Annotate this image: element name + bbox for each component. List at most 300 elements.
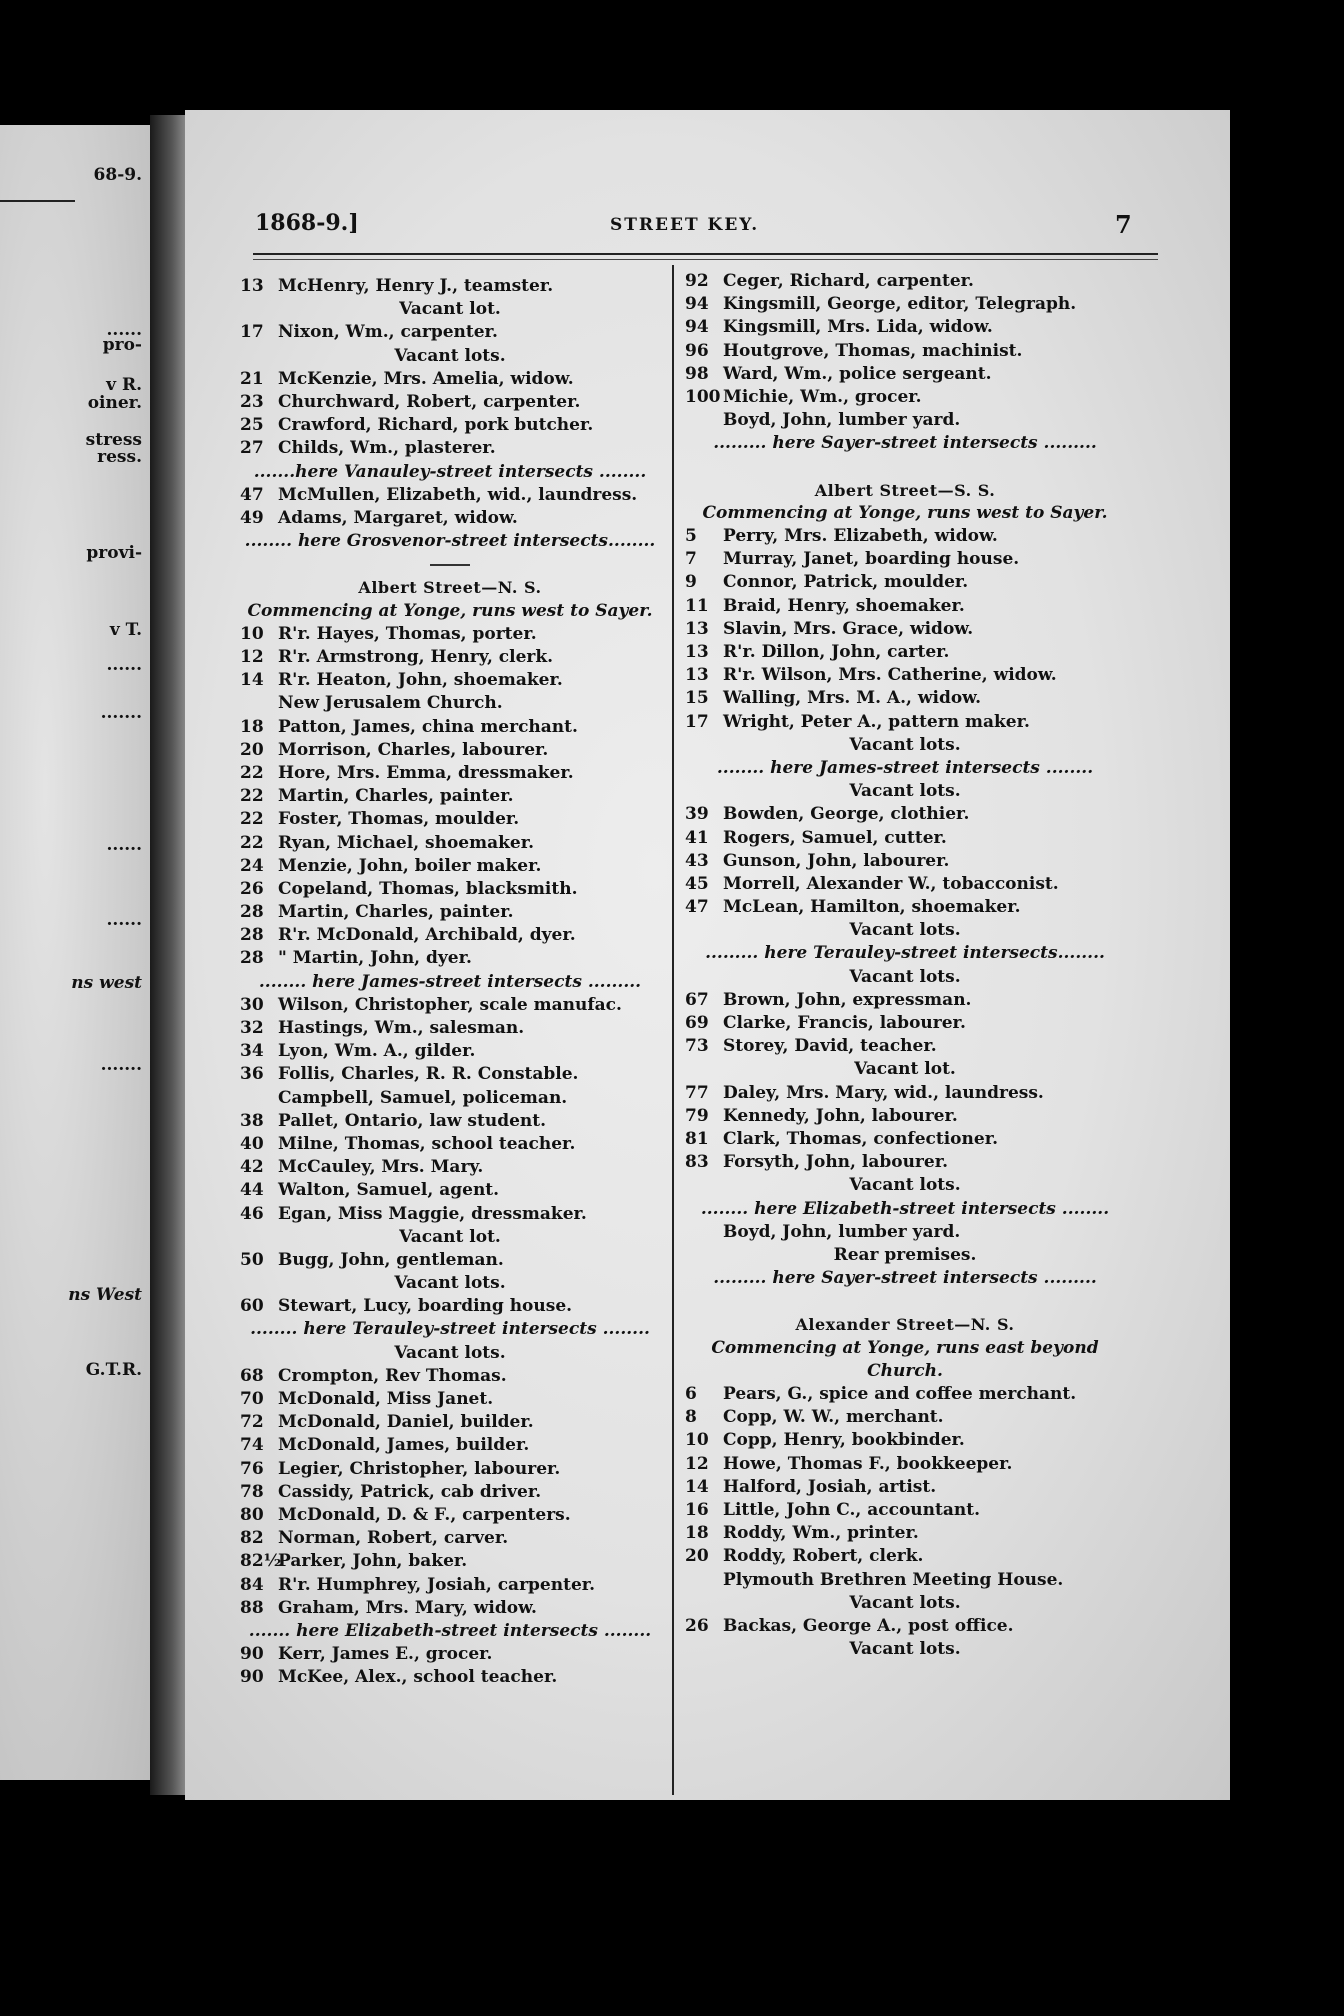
intersection-note: Commencing at Yonge, runs east beyond [711, 1337, 1099, 1358]
directory-entry [685, 664, 1125, 687]
directory-entry [240, 414, 660, 437]
directory-entry [685, 595, 1125, 618]
adjacent-page-text: ....... [100, 703, 142, 723]
resident-name: Crawford, Richard, pork butcher. [278, 415, 594, 436]
house-number: 32 [240, 1018, 264, 1038]
house-number: 16 [685, 1499, 709, 1520]
resident-name: McDonald, James, builder. [278, 1435, 530, 1456]
house-number: 36 [240, 1064, 264, 1085]
house-number: 50 [240, 1249, 264, 1270]
house-number: 28 [240, 902, 264, 923]
directory-entry [685, 363, 1125, 386]
directory-entry [240, 484, 660, 507]
book-binding [150, 115, 190, 1795]
directory-entry [685, 1615, 1125, 1638]
adjacent-page-text: ...... [106, 655, 142, 675]
directory-entry [240, 716, 660, 739]
vacant-note: Vacant lots. [849, 1175, 961, 1196]
house-number: 22 [240, 786, 264, 807]
resident-name: Martin, Charles, painter. [278, 902, 514, 923]
house-number: 14 [240, 670, 264, 691]
adjacent-page-text: 68-9. [93, 165, 142, 185]
resident-name: Patton, James, china merchant. [278, 716, 578, 737]
house-number: 18 [240, 716, 264, 737]
directory-entry [240, 762, 660, 785]
intersection-note: ........ here Elizabeth-street intersects ........ [700, 1198, 1110, 1219]
adjacent-page-text: ....... [100, 1055, 142, 1075]
vacant-note: Vacant lots. [849, 734, 961, 755]
resident-name: Michie, Wm., grocer. [723, 386, 922, 407]
house-number: 13 [685, 618, 709, 639]
house-number: 82½ [240, 1551, 282, 1572]
house-number: 28 [240, 948, 264, 969]
resident-name: Lyon, Wm. A., gilder. [278, 1041, 476, 1062]
house-number: 90 [240, 1667, 264, 1688]
house-number: 12 [240, 647, 264, 667]
directory-entry [685, 525, 1125, 548]
directory-entry [240, 368, 660, 391]
vacant-note: Vacant lots. [849, 966, 961, 987]
house-number: 22 [240, 832, 264, 853]
resident-name: Morrell, Alexander W., tobacconist. [723, 873, 1059, 894]
intersection-note: ......... here Sayer-street intersects ......... [713, 1268, 1097, 1289]
directory-entry [240, 1666, 660, 1689]
directory-entry [240, 1527, 660, 1550]
house-number: 10 [685, 1430, 709, 1451]
resident-name: Wilson, Christopher, scale manufac. [278, 994, 622, 1015]
house-number: 26 [240, 878, 264, 899]
directory-entry [240, 1550, 660, 1573]
house-number: 25 [240, 415, 264, 436]
directory-entry [685, 641, 1125, 664]
resident-name: Gunson, John, labourer. [723, 850, 950, 871]
directory-entry [685, 293, 1125, 316]
house-number: 96 [685, 340, 709, 361]
house-number: 28 [240, 925, 264, 946]
resident-name: McDonald, Daniel, builder. [278, 1412, 534, 1433]
resident-name: Slavin, Mrs. Grace, widow. [723, 618, 974, 639]
intersection-note: ........ here James-street intersects ........ [716, 757, 1094, 778]
resident-name: Childs, Wm., plasterer. [278, 438, 496, 459]
resident-name: Adams, Margaret, widow. [278, 507, 518, 528]
house-number: 12 [685, 1453, 709, 1474]
house-number: 92 [685, 271, 709, 291]
directory-entry [240, 669, 660, 692]
directory-entry [685, 850, 1125, 873]
directory-entry [685, 1429, 1125, 1452]
directory-entry [685, 1476, 1125, 1499]
directory-entry [240, 1574, 660, 1597]
directory-entry [240, 507, 660, 530]
house-number: 39 [685, 804, 709, 825]
resident-name: Houtgrove, Thomas, machinist. [723, 340, 1023, 361]
house-number: 38 [240, 1110, 264, 1131]
page-year-header: 1868-9.] [255, 210, 359, 236]
resident-name: Ryan, Michael, shoemaker. [278, 832, 535, 853]
directory-entry [685, 386, 1125, 409]
directory-entry [240, 646, 660, 669]
house-number: 13 [685, 665, 709, 686]
left-column [240, 275, 660, 1689]
vacant-note: Vacant lot. [854, 1059, 956, 1080]
resident-name: Egan, Miss Maggie, dressmaker. [278, 1203, 587, 1224]
resident-name: Follis, Charles, R. R. Constable. [278, 1064, 579, 1085]
resident-name: R'r. Heaton, John, shoemaker. [278, 670, 563, 691]
directory-entry [240, 1481, 660, 1504]
resident-name: R'r. Hayes, Thomas, porter. [278, 623, 537, 644]
house-number: 9 [685, 572, 697, 593]
resident-name: Copp, W. W., merchant. [723, 1407, 944, 1428]
directory-entry: Boyd, John, lumber yard. [723, 410, 961, 431]
house-number: 94 [685, 317, 709, 338]
resident-name: Connor, Patrick, moulder. [723, 572, 969, 593]
resident-name: Daley, Mrs. Mary, wid., laundress. [723, 1082, 1044, 1103]
resident-name: Graham, Mrs. Mary, widow. [278, 1597, 537, 1618]
resident-name: Walton, Samuel, agent. [278, 1180, 500, 1201]
house-number: 83 [685, 1152, 709, 1173]
resident-name: McLean, Hamilton, shoemaker. [723, 897, 1021, 918]
adjacent-page-text: ns West [68, 1285, 142, 1305]
directory-entry [240, 1110, 660, 1133]
adjacent-page-text: ress. [97, 447, 142, 467]
adjacent-page-fragment [0, 125, 150, 1780]
directory-entry [685, 340, 1125, 363]
directory-entry [240, 1040, 660, 1063]
house-number: 77 [685, 1082, 709, 1103]
vacant-note: Vacant lots. [849, 781, 961, 802]
section-separator [240, 553, 660, 576]
resident-name: Murray, Janet, boarding house. [723, 549, 1020, 570]
directory-entry [240, 1017, 660, 1040]
directory-entry [240, 855, 660, 878]
house-number: 22 [240, 762, 264, 783]
house-number: 44 [240, 1180, 264, 1201]
house-number: 88 [240, 1597, 264, 1618]
house-number: 67 [685, 989, 709, 1010]
directory-entry [240, 878, 660, 901]
directory-entry [685, 1082, 1125, 1105]
house-number: 81 [685, 1128, 709, 1149]
vacant-note: Vacant lots. [394, 1342, 506, 1363]
directory-entry: New Jerusalem Church. [278, 693, 503, 714]
adjacent-page-text: v T. [109, 620, 142, 640]
directory-entry: Campbell, Samuel, policeman. [278, 1087, 568, 1108]
resident-name: Bugg, John, gentleman. [278, 1249, 504, 1270]
vacant-note: Vacant lots. [394, 1273, 506, 1294]
resident-name: McDonald, D. & F., carpenters. [278, 1504, 571, 1525]
resident-name: R'r. Wilson, Mrs. Catherine, widow. [723, 665, 1057, 686]
resident-name: Crompton, Rev Thomas. [278, 1365, 507, 1386]
vacant-note: Vacant lot. [399, 299, 501, 320]
house-number: 72 [240, 1412, 264, 1433]
directory-entry [685, 1151, 1125, 1174]
house-number: 79 [685, 1105, 709, 1126]
directory-entry [685, 1383, 1125, 1406]
resident-name: Roddy, Robert, clerk. [723, 1546, 924, 1567]
directory-entry [685, 803, 1125, 826]
directory-entry [685, 687, 1125, 710]
resident-name: Walling, Mrs. M. A., widow. [723, 688, 982, 709]
spacer [685, 1290, 1125, 1313]
resident-name: Kerr, James E., grocer. [278, 1644, 493, 1665]
house-number: 7 [685, 549, 697, 570]
resident-name: " Martin, John, dyer. [278, 948, 472, 969]
resident-name: Hore, Mrs. Emma, dressmaker. [278, 762, 574, 783]
house-number: 26 [685, 1615, 709, 1636]
resident-name: Ward, Wm., police sergeant. [723, 363, 992, 384]
directory-entry [240, 1249, 660, 1272]
house-number: 17 [685, 711, 709, 732]
house-number: 84 [240, 1574, 264, 1595]
resident-name: Morrison, Charles, labourer. [278, 739, 549, 760]
house-number: 90 [240, 1644, 264, 1665]
directory-entry [240, 1458, 660, 1481]
directory-entry [685, 711, 1125, 734]
directory-entry [240, 808, 660, 831]
vacant-note: Rear premises. [833, 1244, 977, 1265]
adjacent-page-text: G.T.R. [85, 1360, 142, 1380]
resident-name: Nixon, Wm., carpenter. [278, 322, 498, 343]
directory-entry [240, 1504, 660, 1527]
directory-entry [240, 1365, 660, 1388]
directory-entry [685, 989, 1125, 1012]
intersection-note: ........ here James-street intersects ......... [258, 971, 642, 992]
resident-name: Little, John C., accountant. [723, 1499, 981, 1520]
resident-name: Parker, John, baker. [278, 1551, 468, 1572]
intersection-note: Commencing at Yonge, runs west to Sayer. [702, 502, 1108, 523]
intersection-note: ........ here Grosvenor-street intersects........ [244, 531, 656, 552]
resident-name: Kennedy, John, labourer. [723, 1105, 958, 1126]
street-heading: Albert Street—N. S. [358, 578, 542, 598]
directory-entry [240, 947, 660, 970]
resident-name: McCauley, Mrs. Mary. [278, 1157, 484, 1178]
house-number: 23 [240, 391, 264, 412]
vacant-note: Vacant lots. [849, 920, 961, 941]
resident-name: R'r. McDonald, Archibald, dyer. [278, 925, 576, 946]
resident-name: Roddy, Wm., printer. [723, 1523, 919, 1544]
directory-entry [240, 832, 660, 855]
directory-entry [685, 548, 1125, 571]
house-number: 11 [685, 595, 709, 616]
directory-entry [685, 1035, 1125, 1058]
house-number: 46 [240, 1203, 264, 1224]
directory-entry [685, 1522, 1125, 1545]
house-number: 98 [685, 363, 709, 384]
directory-entry [240, 1434, 660, 1457]
house-number: 6 [685, 1384, 697, 1404]
resident-name: Brown, John, expressman. [723, 989, 972, 1010]
house-number: 17 [240, 322, 264, 343]
resident-name: Cassidy, Patrick, cab driver. [278, 1481, 542, 1502]
directory-entry [240, 1597, 660, 1620]
resident-name: Wright, Peter A., pattern maker. [723, 711, 1030, 732]
house-number: 80 [240, 1504, 264, 1525]
house-number: 20 [685, 1546, 709, 1567]
resident-name: R'r. Dillon, John, carter. [723, 642, 950, 662]
vacant-note: Vacant lots. [849, 1639, 961, 1660]
house-number: 68 [240, 1365, 264, 1386]
house-number: 18 [685, 1523, 709, 1544]
resident-name: Perry, Mrs. Elizabeth, widow. [723, 526, 998, 547]
house-number: 76 [240, 1458, 264, 1479]
resident-name: Rogers, Samuel, cutter. [723, 827, 947, 848]
adjacent-page-text: provi- [86, 543, 142, 563]
directory-entry [240, 1179, 660, 1202]
directory-entry [685, 1499, 1125, 1522]
directory-entry [685, 571, 1125, 594]
resident-name: R'r. Humphrey, Josiah, carpenter. [278, 1574, 596, 1595]
house-number: 45 [685, 873, 709, 894]
directory-entry [240, 1133, 660, 1156]
house-number: 8 [685, 1407, 697, 1428]
street-heading: Albert Street—S. S. [814, 480, 996, 500]
intersection-note: ....... here Elizabeth-street intersects ........ [248, 1620, 652, 1641]
directory-entry [685, 1406, 1125, 1429]
directory-entry [240, 1388, 660, 1411]
directory-entry [685, 1105, 1125, 1128]
directory-entry: Boyd, John, lumber yard. [723, 1221, 961, 1242]
intersection-note: ......... here Terauley-street intersects........ [705, 943, 1105, 964]
directory-entry [240, 1203, 660, 1226]
house-number: 41 [685, 827, 709, 848]
resident-name: R'r. Armstrong, Henry, clerk. [278, 647, 554, 667]
resident-name: Norman, Robert, carver. [278, 1528, 509, 1549]
resident-name: Foster, Thomas, moulder. [278, 809, 520, 830]
resident-name: Backas, George A., post office. [723, 1615, 1014, 1636]
resident-name: Ceger, Richard, carpenter. [723, 271, 974, 291]
adjacent-page-text: ...... [106, 910, 142, 930]
resident-name: Menzie, John, boiler maker. [278, 855, 542, 876]
house-number: 74 [240, 1435, 264, 1456]
resident-name: Halford, Josiah, artist. [723, 1476, 937, 1497]
house-number: 10 [240, 623, 264, 644]
resident-name: Clarke, Francis, labourer. [723, 1013, 966, 1033]
house-number: 13 [685, 642, 709, 662]
directory-entry [240, 994, 660, 1017]
adjacent-page-text: ...... [106, 835, 142, 855]
directory-entry [240, 1156, 660, 1179]
directory-entry [240, 1295, 660, 1318]
resident-name: Pallet, Ontario, law student. [278, 1110, 547, 1131]
resident-name: Martin, Charles, painter. [278, 786, 514, 807]
resident-name: Copp, Henry, bookbinder. [723, 1430, 965, 1451]
resident-name: McMullen, Elizabeth, wid., laundress. [278, 484, 638, 505]
directory-entry [685, 1012, 1125, 1035]
directory-entry [685, 618, 1125, 641]
directory-entry [240, 391, 660, 414]
house-number: 5 [685, 526, 697, 547]
adjacent-page-rule [0, 200, 75, 202]
directory-entry [240, 901, 660, 924]
directory-entry [240, 924, 660, 947]
resident-name: McKee, Alex., school teacher. [278, 1667, 558, 1688]
resident-name: Bowden, George, clothier. [723, 804, 970, 825]
vacant-note: Vacant lots. [394, 345, 506, 366]
adjacent-page-text: v R. [106, 375, 142, 395]
house-number: 24 [240, 855, 264, 876]
resident-name: Copeland, Thomas, blacksmith. [278, 878, 578, 899]
resident-name: Howe, Thomas F., bookkeeper. [723, 1453, 1013, 1474]
resident-name: Pears, G., spice and coffee merchant. [723, 1384, 1077, 1404]
resident-name: Kingsmill, Mrs. Lida, widow. [723, 317, 993, 338]
house-number: 42 [240, 1157, 264, 1178]
vacant-note: Vacant lots. [849, 1592, 961, 1613]
house-number: 60 [240, 1296, 264, 1317]
house-number: 82 [240, 1528, 264, 1549]
house-number: 70 [240, 1389, 264, 1409]
house-number: 27 [240, 438, 264, 459]
resident-name: McDonald, Miss Janet. [278, 1389, 494, 1409]
directory-entry [240, 321, 660, 344]
intersection-note: ......... here Sayer-street intersects ......... [713, 433, 1097, 454]
directory-page [185, 110, 1230, 1800]
directory-entry [240, 1063, 660, 1086]
house-number: 34 [240, 1041, 264, 1062]
house-number: 21 [240, 368, 264, 389]
resident-name: Churchward, Robert, carpenter. [278, 391, 581, 412]
resident-name: Milne, Thomas, school teacher. [278, 1133, 576, 1154]
header-rule-thin [253, 259, 1158, 260]
house-number: 100 [685, 386, 721, 407]
house-number: 22 [240, 809, 264, 830]
intersection-note: Commencing at Yonge, runs west to Sayer. [247, 600, 653, 621]
house-number: 30 [240, 994, 264, 1015]
directory-entry [685, 316, 1125, 339]
street-heading: Alexander Street—N. S. [795, 1315, 1015, 1335]
spacer [685, 456, 1125, 479]
resident-name: Hastings, Wm., salesman. [278, 1018, 525, 1038]
directory-entry [240, 1643, 660, 1666]
resident-name: Forsyth, John, labourer. [723, 1152, 949, 1173]
page-number: 7 [1115, 210, 1132, 239]
column-divider [672, 265, 674, 1795]
resident-name: Legier, Christopher, labourer. [278, 1458, 561, 1479]
intersection-note: Church. [867, 1360, 943, 1381]
house-number: 94 [685, 294, 709, 315]
intersection-note: ........ here Terauley-street intersects ........ [250, 1319, 650, 1340]
house-number: 47 [240, 484, 264, 505]
adjacent-page-text: oiner. [87, 393, 142, 413]
header-rule [253, 253, 1158, 255]
house-number: 47 [685, 897, 709, 918]
resident-name: Braid, Henry, shoemaker. [723, 595, 965, 616]
house-number: 73 [685, 1036, 709, 1057]
directory-entry [240, 785, 660, 808]
house-number: 40 [240, 1133, 264, 1154]
directory-entry [240, 623, 660, 646]
adjacent-page-text: ...... [106, 320, 142, 340]
page-title: STREET KEY. [610, 215, 760, 235]
resident-name: Storey, David, teacher. [723, 1036, 937, 1057]
house-number: 13 [240, 276, 264, 296]
directory-entry [240, 739, 660, 762]
resident-name: McKenzie, Mrs. Amelia, widow. [278, 368, 574, 389]
house-number: 43 [685, 850, 709, 871]
intersection-note: .......here Vanauley-street intersects ........ [253, 461, 647, 482]
directory-entry [685, 827, 1125, 850]
directory-entry [240, 437, 660, 460]
directory-entry [685, 1453, 1125, 1476]
resident-name: Stewart, Lucy, boarding house. [278, 1296, 573, 1317]
directory-entry: Plymouth Brethren Meeting House. [723, 1569, 1064, 1590]
house-number: 78 [240, 1481, 264, 1502]
directory-entry [685, 873, 1125, 896]
right-column [685, 270, 1125, 1661]
adjacent-page-text: pro- [102, 335, 142, 355]
adjacent-page-text: stress [85, 430, 142, 450]
directory-entry [685, 1545, 1125, 1568]
directory-entry [685, 1128, 1125, 1151]
